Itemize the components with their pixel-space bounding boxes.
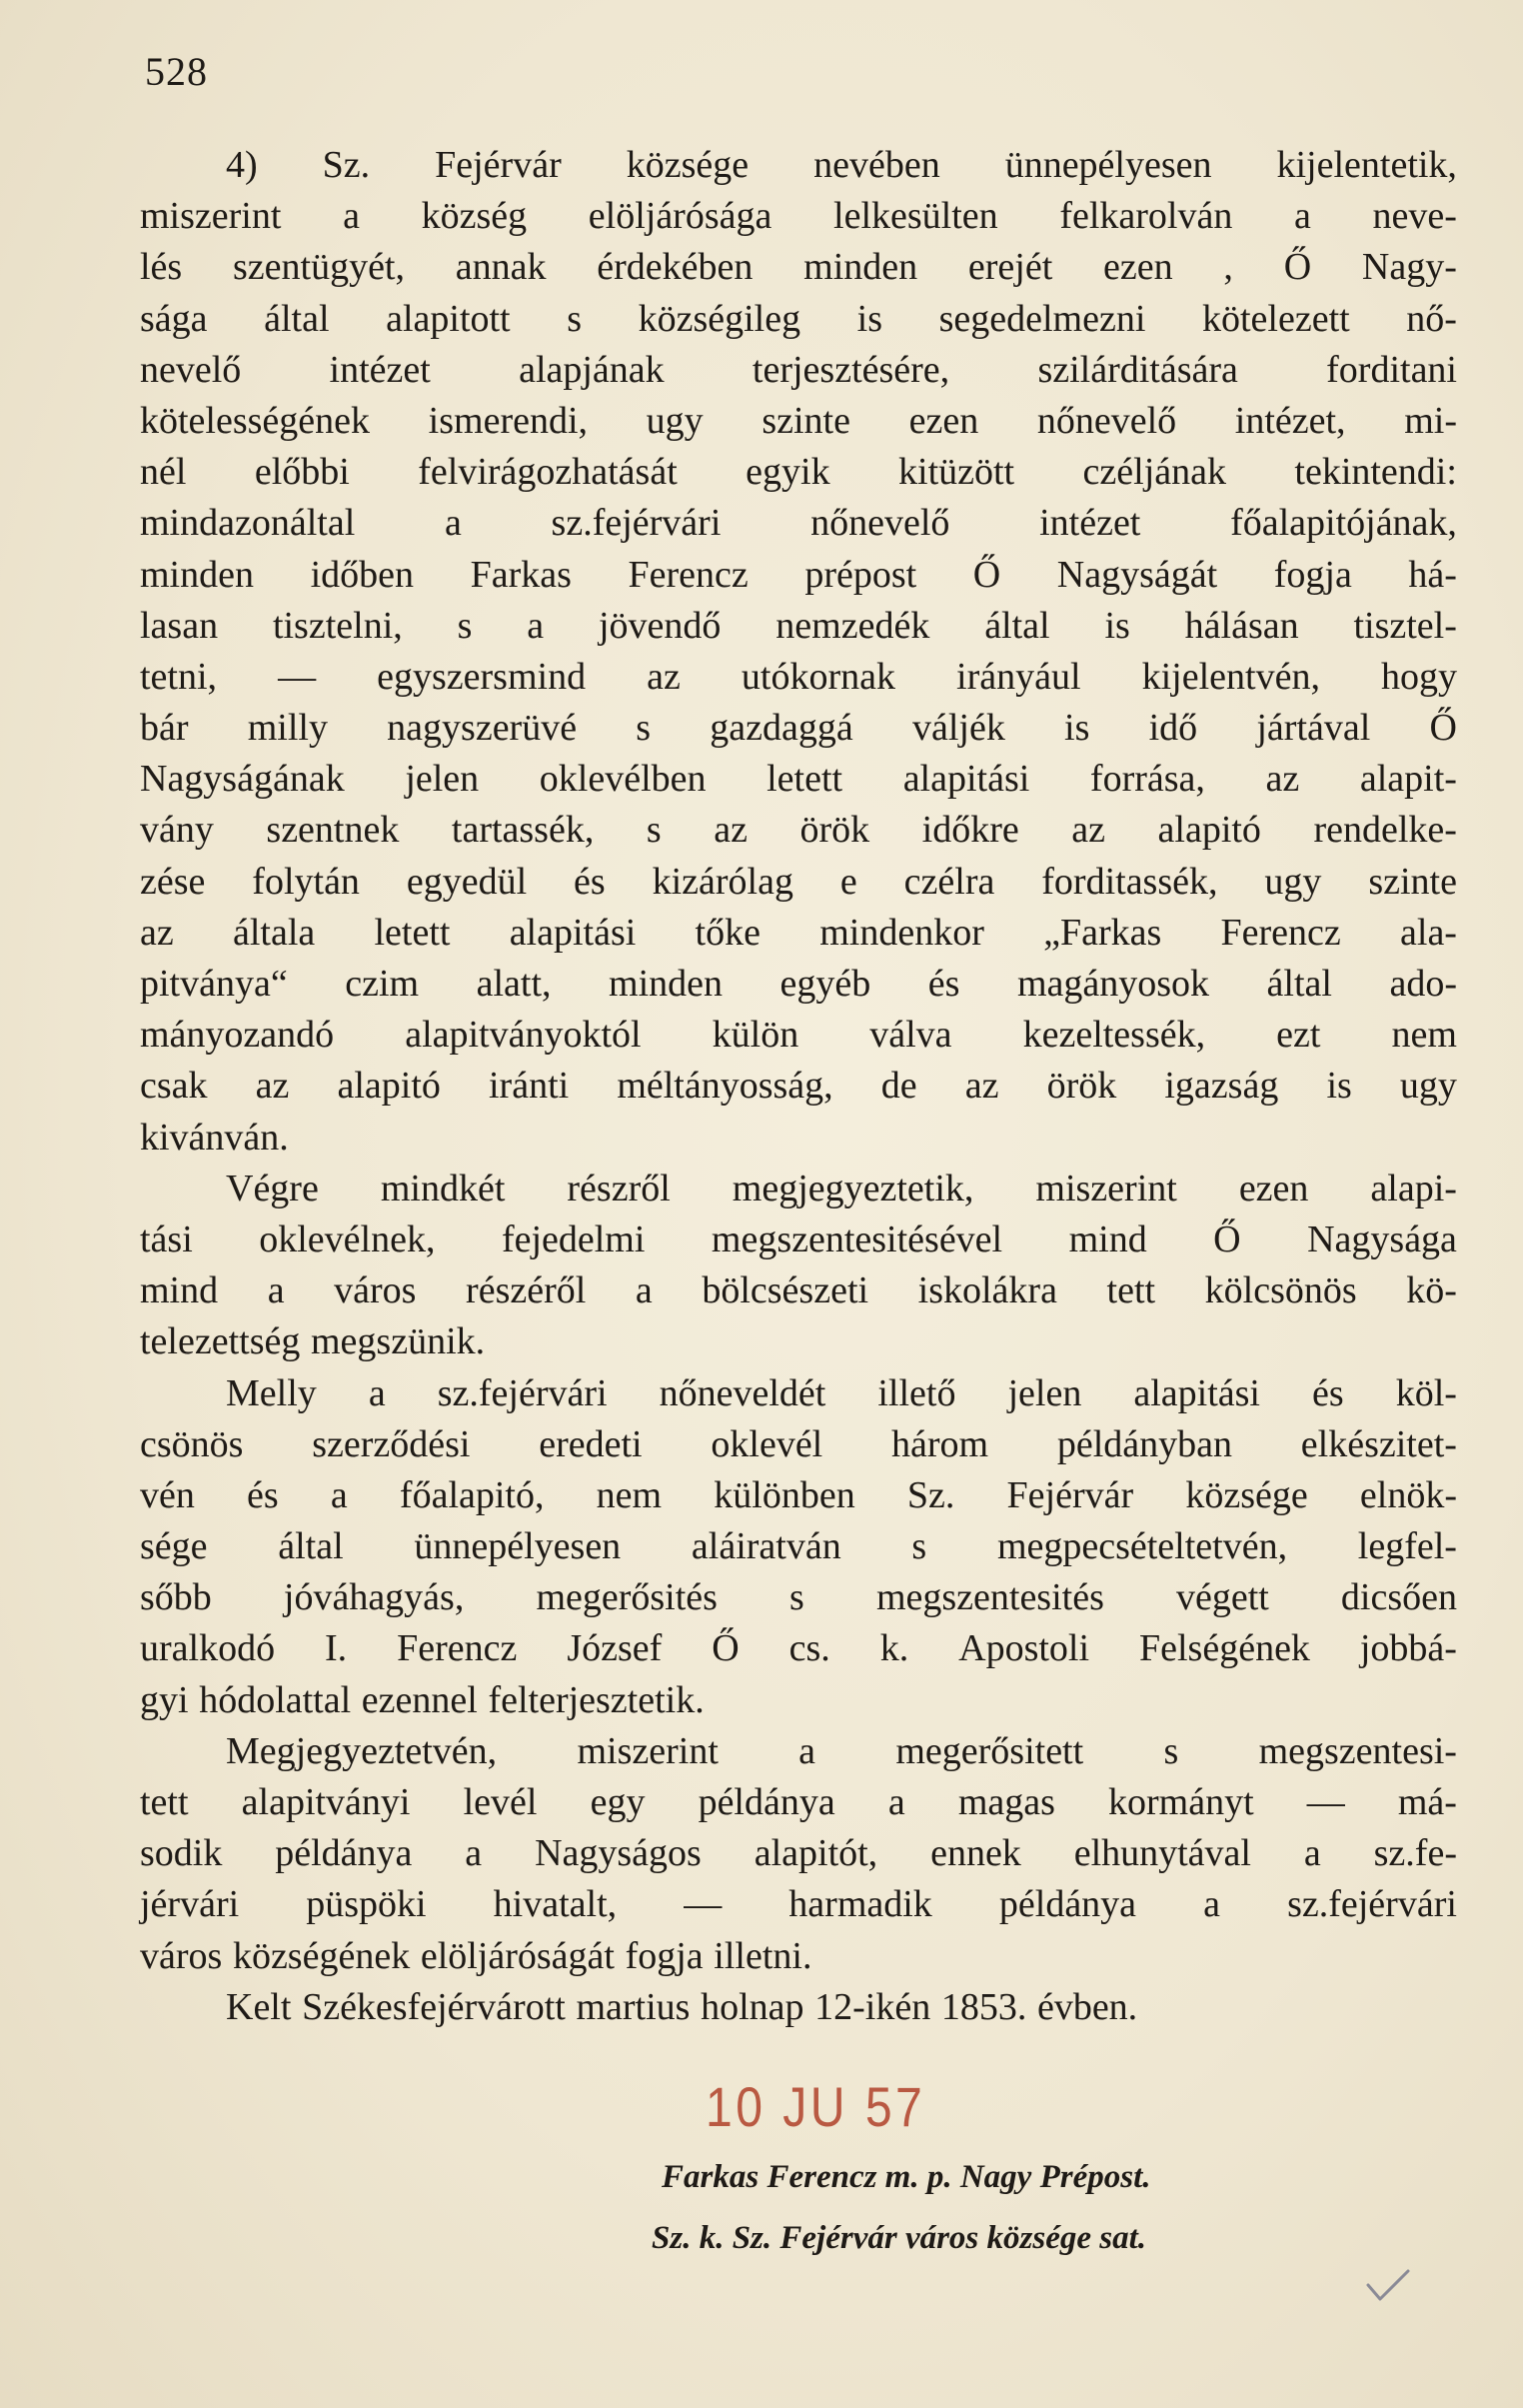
body-text — [140, 140, 1457, 2033]
text-line: lés szentügyét, annak érdekében minden erejét ezen , Ő Nagy- — [140, 246, 1457, 289]
text-line: Nagyságának jelen oklevélben letett alapitási forrása, az alapit- — [140, 758, 1457, 801]
text-line: kötelességének ismerendi, ugy szinte ezen nőnevelő intézet, mi- — [140, 399, 1457, 442]
text-line: telezettség megszünik. — [140, 1320, 486, 1363]
text-line: sége által ünnepélyesen aláiratván s megpecsételtetvén, legfel- — [140, 1525, 1457, 1568]
text-line: sodik példánya a Nagyságos alapitót, ennek elhunytával a sz.fe- — [140, 1832, 1457, 1875]
text-line: az általa letett alapitási tőke mindenkor „Farkas Ferencz ala- — [140, 911, 1457, 954]
text-line: város községének elöljáróságát fogja illetni. — [140, 1934, 812, 1977]
text-line: vány szentnek tartassék, s az örök időkre az alapitó rendelke- — [140, 809, 1457, 852]
text-line: bár milly nagyszerüvé s gazdaggá váljék is idő jártával Ő — [140, 707, 1457, 750]
page-number: 528 — [145, 49, 208, 94]
text-line: tási oklevélnek, fejedelmi megszentesitésével mind Ő Nagysága — [140, 1217, 1457, 1260]
text-line: mányozandó alapitványoktól külön válva kezeltessék, ezt nem — [140, 1014, 1457, 1057]
text-line: Melly a sz.fejérvári nőneveldét illető jelen alapitási és köl- — [226, 1371, 1457, 1414]
text-line: tetni, — egyszersmind az utókornak irányául kijelentvén, hogy — [140, 655, 1457, 698]
text-line: lasan tisztelni, s a jövendő nemzedék által is hálásan tisztel- — [140, 604, 1457, 647]
text-line: tett alapitványi levél egy példánya a magas kormányt — má- — [140, 1781, 1457, 1823]
text-line: Végre mindkét részről megjegyeztetik, miszerint ezen alapi- — [226, 1167, 1457, 1209]
text-line: csönös szerződési eredeti oklevél három példányban elkészitet- — [140, 1422, 1457, 1465]
text-line: pitványa“ czim alatt, minden egyéb és magányosok által ado- — [140, 963, 1457, 1005]
paragraph — [140, 1726, 1457, 1982]
text-line: miszerint a község elöljárósága lelkesülten felkarolván a neve- — [140, 195, 1457, 238]
text-line: Kelt Székesfejérvárott martius holnap 12-ikén 1853. évben. — [226, 1985, 1138, 2028]
signature-line-1: Farkas Ferencz m. p. Nagy Prépost. — [662, 2159, 1151, 2195]
text-line: gyi hódolattal ezennel felterjesztetik. — [140, 1678, 705, 1721]
text-line: vén és a főalapitó, nem különben Sz. Fejérvár községe elnök- — [140, 1473, 1457, 1516]
date-stamp: 10 JU 57 — [706, 2075, 926, 2138]
text-line: sága által alapitott s községileg is segedelmezni kötelezett nő- — [140, 297, 1457, 340]
text-line: sőbb jóváhagyás, megerősités s megszentesités végett dicsően — [140, 1576, 1457, 1619]
text-line: uralkodó I. Ferencz József Ő cs. k. Apostoli Felségének jobbá- — [140, 1627, 1457, 1670]
text-line: kivánván. — [140, 1116, 289, 1159]
paragraph — [140, 1164, 1457, 1368]
paragraph — [140, 1982, 1457, 2033]
signature-line-2: Sz. k. Sz. Fejérvár város községe sat. — [652, 2220, 1147, 2256]
text-line: nevelő intézet alapjának terjesztésére, szilárditására forditani — [140, 348, 1457, 391]
text-line: mindazonáltal a sz.fejérvári nőnevelő intézet főalapitójának, — [140, 502, 1457, 545]
text-line: 4) Sz. Fejérvár községe nevében ünnepélyesen kijelentetik, — [226, 144, 1457, 186]
text-line: zése folytán egyedül és kizárólag e czélra forditassék, ugy szinte — [140, 860, 1457, 903]
text-line: Megjegyeztetvén, miszerint a megerősitett s megszentesi- — [226, 1729, 1457, 1772]
paragraph — [140, 140, 1457, 1164]
text-line: csak az alapitó iránti méltányosság, de az örök igazság is ugy — [140, 1065, 1457, 1108]
paragraph — [140, 1368, 1457, 1726]
text-line: nél előbbi felvirágozhatását egyik kitüzött czéljának tekintendi: — [140, 451, 1457, 494]
pencil-check-mark — [1364, 2267, 1414, 2307]
text-line: mind a város részéről a bölcsészeti iskolákra tett kölcsönös kö- — [140, 1269, 1457, 1312]
text-line: jérvári püspöki hivatalt, — harmadik példánya a sz.fejérvári — [140, 1883, 1457, 1926]
text-line: minden időben Farkas Ferencz prépost Ő Nagyságát fogja há- — [140, 553, 1457, 596]
